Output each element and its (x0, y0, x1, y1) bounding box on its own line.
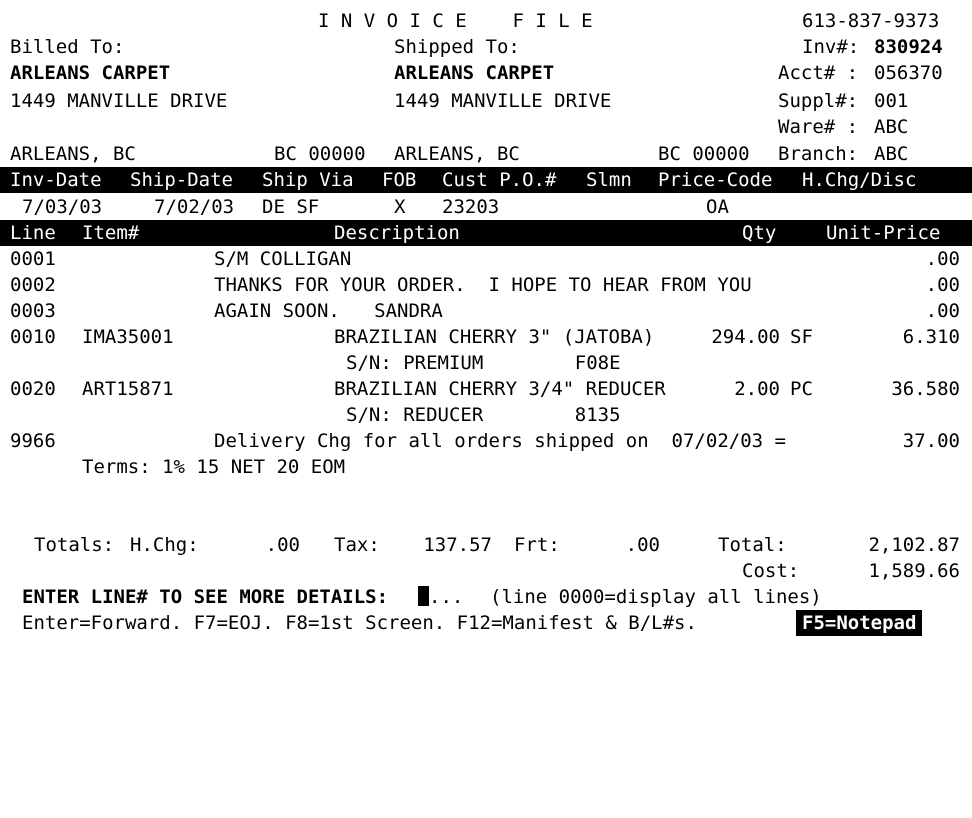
col-price-code: Price-Code (658, 169, 773, 191)
branch-label: Branch: (778, 143, 859, 165)
city-postal-row (0, 141, 972, 167)
cost-label: Cost: (742, 560, 800, 582)
line-number: 0001 (10, 248, 56, 270)
function-keys-help: Enter=Forward. F7=EOJ. F8=1st Screen. F12=Manifest & B/L#s. (22, 612, 697, 634)
line-description: S/M COLLIGAN (214, 248, 352, 270)
line-description: BRAZILIAN CHERRY 3" (JATOBA) (334, 326, 655, 348)
table-row[interactable] (0, 246, 972, 272)
line-description: S/N: PREMIUM F08E (346, 352, 621, 374)
prompt-row (0, 584, 972, 610)
line-item: IMA35001 (82, 326, 174, 348)
invoice-number-label: Inv#: (802, 36, 860, 58)
table-row[interactable] (0, 298, 972, 324)
customer-name-row (0, 60, 972, 86)
line-number: 0010 (10, 326, 56, 348)
billed-to-postal: BC 00000 (274, 143, 366, 165)
invoice-number-value: 830924 (874, 36, 943, 58)
function-key-row (0, 610, 972, 636)
line-description: AGAIN SOON. SANDRA (214, 300, 443, 322)
account-number-label: Acct# : (778, 62, 859, 84)
line-number: 0020 (10, 378, 56, 400)
line-number: 9966 (10, 430, 56, 452)
billed-to-city: ARLEANS, BC (10, 143, 136, 165)
line-description: S/N: REDUCER 8135 (346, 404, 621, 426)
line-unit: SF (790, 326, 813, 348)
billed-to-address: 1449 MANVILLE DRIVE (10, 90, 228, 112)
f5-notepad-button[interactable]: F5=Notepad (796, 610, 922, 636)
phone-number: 613-837-9373 (802, 10, 940, 32)
totals-label: Totals: (34, 534, 115, 556)
freight-value: .00 (625, 534, 660, 556)
input-dots: ... (429, 586, 464, 608)
total-value: 2,102.87 (868, 534, 960, 556)
tax-label: Tax: (334, 534, 380, 556)
line-price: .00 (925, 300, 960, 322)
shipped-to-address: 1449 MANVILLE DRIVE (394, 90, 612, 112)
col-line: Line (10, 222, 56, 244)
title-row (0, 8, 972, 34)
value-inv-date: 7/03/03 (22, 196, 103, 218)
branch-value: ABC (874, 143, 909, 165)
line-qty: 294.00 (711, 326, 780, 348)
value-ship-via: DE SF (262, 196, 320, 218)
col-ship-date: Ship-Date (130, 169, 233, 191)
line-description: THANKS FOR YOUR ORDER. I HOPE TO HEAR FROM YOU (214, 274, 752, 296)
col-inv-date: Inv-Date (10, 169, 102, 191)
addresses-label-row (0, 34, 972, 60)
col-cust-po: Cust P.O.# (442, 169, 557, 191)
page-title: I N V O I C E F I L E (318, 10, 593, 32)
warehouse-row (0, 114, 972, 140)
line-unit: PC (790, 378, 813, 400)
shipped-to-label: Shipped To: (394, 36, 520, 58)
shipped-to-name: ARLEANS CARPET (394, 62, 555, 84)
col-slmn: Slmn (586, 169, 632, 191)
table-row[interactable] (0, 324, 972, 350)
prompt-label: ENTER LINE# TO SEE MORE DETAILS: (22, 586, 389, 608)
line-number: 0002 (10, 274, 56, 296)
col-fob: FOB (382, 169, 417, 191)
col-unit-price: Unit-Price (826, 222, 941, 244)
invoice-header-values-row (0, 194, 972, 220)
table-row[interactable] (0, 428, 972, 454)
col-ship-via: Ship Via (262, 169, 354, 191)
billed-to-name: ARLEANS CARPET (10, 62, 171, 84)
line-description: BRAZILIAN CHERRY 3/4" REDUCER (334, 378, 666, 400)
col-qty: Qty (742, 222, 777, 244)
invoice-header-column-bar (0, 167, 972, 193)
line-qty: 2.00 (734, 378, 780, 400)
handling-charge-label: H.Chg: (130, 534, 199, 556)
line-description: Delivery Chg for all orders shipped on 07/02/03 = (214, 430, 786, 452)
value-ship-date: 7/02/03 (154, 196, 235, 218)
shipped-to-city: ARLEANS, BC (394, 143, 520, 165)
totals-row (0, 532, 972, 558)
supplier-number-label: Suppl#: (778, 90, 859, 112)
line-price: .00 (925, 248, 960, 270)
value-cust-po: 23203 (442, 196, 500, 218)
shipped-to-postal: BC 00000 (658, 143, 750, 165)
terms-text: Terms: 1% 15 NET 20 EOM (82, 456, 346, 478)
detail-column-bar (0, 220, 972, 246)
prompt-hint: (line 0000=display all lines) (490, 586, 822, 608)
billed-to-label: Billed To: (10, 36, 125, 58)
line-price: .00 (925, 274, 960, 296)
handling-charge-value: .00 (265, 534, 300, 556)
table-row-serial (0, 350, 972, 376)
col-item: Item# (82, 222, 140, 244)
account-number-value: 056370 (874, 62, 943, 84)
text-cursor (418, 586, 429, 606)
line-item: ART15871 (82, 378, 174, 400)
supplier-number-value: 001 (874, 90, 909, 112)
line-number: 0003 (10, 300, 56, 322)
value-fob: X (394, 196, 406, 218)
freight-label: Frt: (514, 534, 560, 556)
table-row-serial (0, 402, 972, 428)
line-price: 37.00 (902, 430, 960, 452)
warehouse-label: Ware# : (778, 116, 859, 138)
col-description: Description (334, 222, 460, 244)
tax-value: 137.57 (423, 534, 492, 556)
line-number-input[interactable] (418, 584, 463, 610)
customer-address-row (0, 88, 972, 114)
warehouse-value: ABC (874, 116, 909, 138)
terms-row (0, 454, 972, 480)
total-label: Total: (718, 534, 787, 556)
line-price: 6.310 (902, 326, 960, 348)
table-row[interactable] (0, 376, 972, 402)
cost-value: 1,589.66 (868, 560, 960, 582)
table-row[interactable] (0, 272, 972, 298)
line-price: 36.580 (891, 378, 960, 400)
value-price-code: OA (706, 196, 729, 218)
cost-row (0, 558, 972, 584)
col-hchg-disc: H.Chg/Disc (802, 169, 917, 191)
